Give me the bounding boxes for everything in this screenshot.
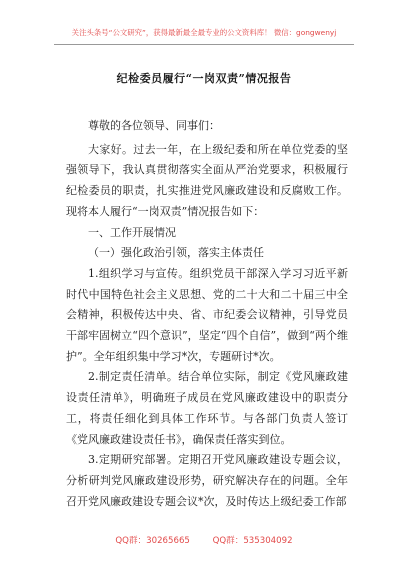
section-heading: 一、工作开展情况 [88, 225, 176, 239]
paragraph-item-2: 2.制定责任清单。结合单位实际，制定《党风廉政建设责任清单》，明确班子成员在党风廉政建设中的职责分工，将责任细化到具体工作环节。与各部门负责人签订《党风廉政建设责任书》，确保责任落实到位。 [66, 370, 348, 446]
footer-qq-group-1: QQ群：30265665 [115, 536, 190, 546]
document-body [66, 116, 348, 512]
subsection-heading: （一）强化政治引领，落实主体责任 [88, 246, 264, 260]
paragraph-item-3: 3.定期研究部署。定期召开党风廉政建设专题会议，分析研判党风廉政建设形势，研究解决存在的问题。全年召开党风廉政建设专题会议*次，及时传达上级纪委工作部 [66, 453, 348, 508]
salutation: 尊敬的各位领导、同事们： [88, 119, 220, 132]
footer [0, 534, 408, 546]
paragraph-item-1: 1.组织学习与宣传。组织党员干部深入学习习近平新时代中国特色社会主义思想、党的二十大和二十届三中全会精神，积极传达中央、省、市纪委会议精神，引导党员干部牢固树立“四个意识”，坚定“四个自信”，做到“两个维护”。全年组织集中学习*次，专题研讨*次。 [66, 266, 348, 363]
footer-qq-group-2: QQ群：535304092 [212, 536, 293, 546]
document-title: 纪检委员履行“一岗双责”情况报告 [116, 72, 292, 85]
header-divider [54, 44, 354, 45]
header-banner: 关注头条号“公文研究”，获得最新最全最专业的公文资料库！ 微信：gongwenyj [71, 28, 337, 37]
intro-paragraph: 大家好。过去一年，在上级纪委和所在单位党委的坚强领导下，我认真贯彻落实全面从严治党要求，积极履行纪检委员的职责，扎实推进党风廉政建设和反腐败工作。现将本人履行“一岗双责”情况报告如下： [66, 142, 348, 218]
